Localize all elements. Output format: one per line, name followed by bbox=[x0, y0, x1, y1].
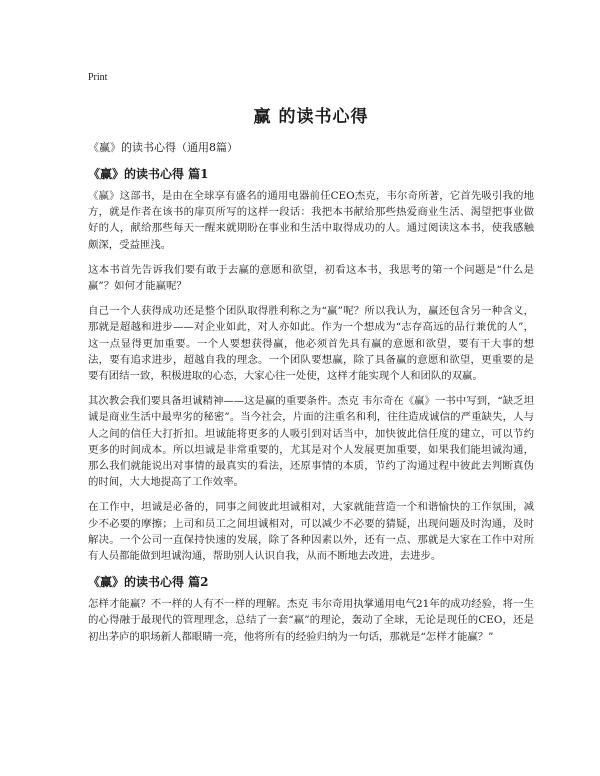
section-heading-2: 《赢》的读书心得 篇2 bbox=[88, 575, 209, 590]
print-link[interactable]: Print bbox=[88, 72, 108, 83]
section-1-paragraph-1: 《赢》这部书，是由在全球享有盛名的通用电器前任CEO杰克，韦尔奇所著，它首先吸引我的地方，就是作者在该书的扉页所写的这样一段话：我把本书献给那些热爱商业生活、渴望把事业做好的人，献给那些每天一醒来就期盼在事业和生活中取得成功的人。通过阅读这本书，使我感触颇深，受益匪浅。 bbox=[88, 190, 534, 251]
section-1-paragraph-4: 其次教会我们要具备坦诚精神——这是赢的重要条件。杰克 韦尔奇在《赢》一书中写到，“缺乏坦诚是商业生活中最卑劣的秘密”。当今社会，片面的注重名和利，往往造成诚信的严重缺失，人与人之间的信任大打折扣。坦诚能将更多的人吸引到对话当中，加快彼此信任度的建立，可以节约更多的时间成本。所以坦诚是非常重要的，尤其是对个人发展更加重要，如果我们能坦诚沟通，那么我们就能说出对事情的最真实的看法，还原事情的本质，节约了沟通过程中彼此去判断真伪的时间，大大地提高了工作效率。 bbox=[88, 395, 534, 489]
section-1-paragraph-5: 在工作中，坦诚是必备的，同事之间彼此坦诚相对，大家就能营造一个和谐愉快的工作氛围，减少不必要的摩擦；上司和员工之间坦诚相对，可以减少不必要的猜疑，出现问题及时沟通，及时解决。一个公司一直保持快速的发展，除了各种因素以外，还有一点、那就是大家在工作中对所有人员都能做到坦诚沟通，帮助别人认识自我，从而不断地去改进，去进步。 bbox=[88, 501, 534, 563]
section-2-paragraph-1: 怎样才能赢？不一样的人有不一样的理解。杰克 韦尔奇用执掌通用电气21年的成功经验，将一生的心得融于最现代的管理理念，总结了一套“赢”的理论，轰动了全球，无论是现任的CEO，还是初出茅庐的职场新人都眼睛一亮，他将所有的经验归纳为一句话，那就是“怎样才能赢？” bbox=[88, 598, 534, 643]
section-heading-1: 《赢》的读书心得 篇1 bbox=[88, 167, 209, 181]
document-subtitle: 《赢》的读书心得（通用8篇） bbox=[88, 141, 238, 154]
section-1-paragraph-3: 自己一个人获得成功还是整个团队取得胜利称之为“赢”呢？所以我认为，赢还包含另一种含义，那就是超越和进步——对企业如此，对人亦如此。作为一个想成为“志存高远的品行兼优的人”，这一点显得更加重要。一个人要想获得赢，他必须首先具有赢的意愿和欲望，要有干大事的想法，要有追求进步，超越自我的理念。一个团队要想赢，除了具备赢的意愿和欲望，更重要的是要有团结一致，积极进取的心态，大家心往一处使，这样才能实现个人和团队的双赢。 bbox=[88, 305, 534, 383]
section-1-paragraph-2: 这本书首先告诉我们要有敢于去赢的意愿和欲望，初看这本书，我思考的第一个问题是“什么是赢”？如何才能赢呢？ bbox=[88, 263, 534, 293]
document-title: 赢 的读书心得 bbox=[253, 107, 369, 127]
